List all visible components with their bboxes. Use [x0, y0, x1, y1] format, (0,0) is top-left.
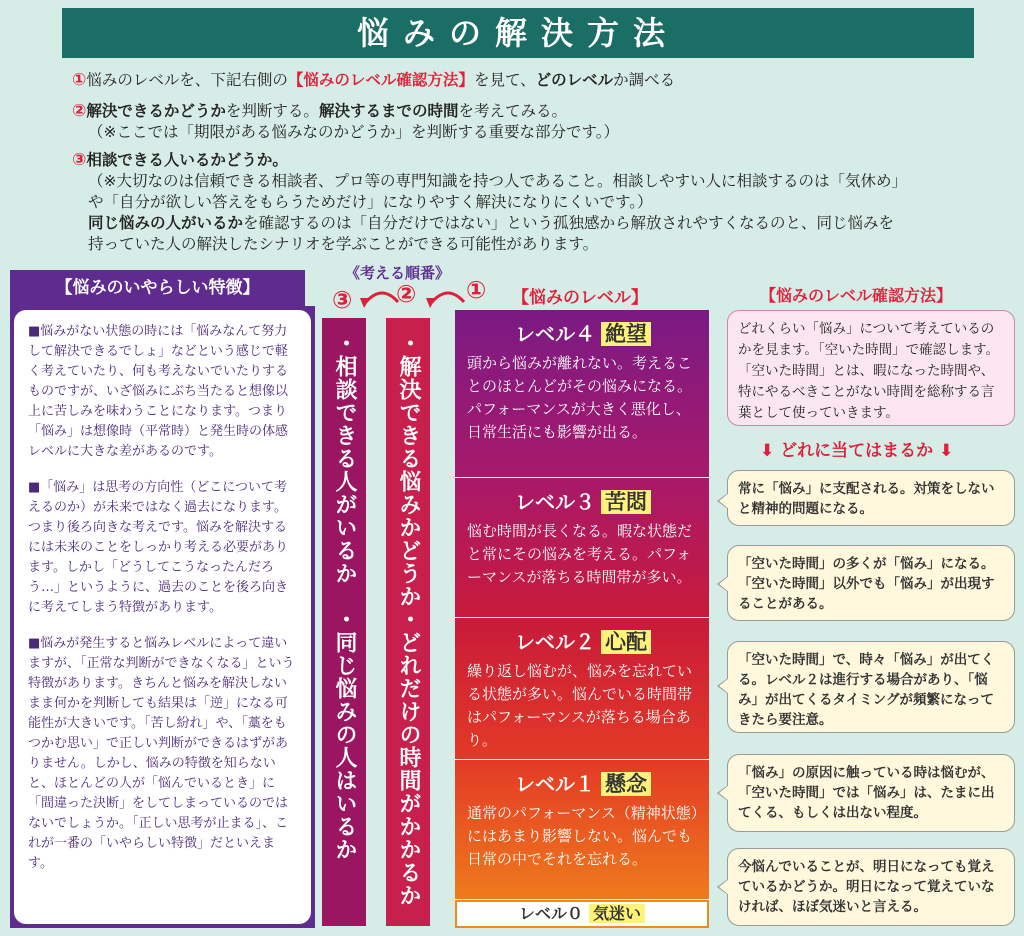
instruction-step2 — [72, 101, 992, 143]
level-3-name: 苦悶 — [601, 490, 651, 514]
step1-number: ① — [72, 70, 87, 90]
level-1-block — [455, 760, 709, 900]
order-column-2: ・解決できる悩みかどうか・どれだけの時間がかかるか — [386, 318, 430, 926]
level-4-label: レベル４ — [515, 322, 595, 346]
order-label: 《考える順番》 — [345, 264, 451, 282]
order-column-3: ・相談できる人がいるか ・同じ悩みの人はいるか — [322, 318, 366, 926]
check-bubble-level-3: 「空いた時間」の多くが「悩み」になる。「空いた時間」以外でも「悩み」が出現することがある。 — [727, 545, 1015, 621]
step3-text-b: を確認するのは「自分だけではない」という孤独感から解放されやすくなるのと、同じ悩みを — [243, 214, 895, 232]
which-applies-label: ⬇ どれに当てはまるか ⬇ — [760, 441, 954, 461]
level-3-desc: 悩む時間が長くなる。暇な状態だと常にその悩みを考える。パフォーマンスが落ちる時間帯が多い。 — [467, 522, 693, 586]
level-4-name: 絶望 — [601, 322, 651, 346]
step1-text-a: 悩みのレベルを、下記右側の — [86, 71, 288, 89]
level-1-name: 懸念 — [601, 772, 651, 796]
level-2-name: 心配 — [601, 630, 651, 654]
features-para-1: ■悩みがない状態の時には「悩みなんて努力して解決できるでしょ」などという感じで軽く考えていたり、何も考えないでいたりするものですが、いざ悩みにぶち当たると想像以上に苦しみを味わうことになります。つまり「悩み」は想像時（平常時）と発生時の体感レベルに大きな差があるのです。 — [28, 324, 289, 459]
check-bubble-level-1: 「悩み」の原因に触っている時は悩むが、「空いた時間」では「悩み」は、たまに出てくる、もしくは出ない程度。 — [727, 754, 1015, 832]
step2-bold-b: 解決するまでの時間 — [318, 102, 459, 120]
level-2-label: レベル２ — [515, 630, 595, 654]
order-number-2: ② — [396, 280, 417, 308]
step2-number: ② — [72, 101, 87, 121]
levels-heading: 【悩みのレベル】 — [512, 288, 648, 308]
step3-bold-b: 同じ悩みの人がいるか — [88, 214, 244, 232]
step1-text-red: 【悩みのレベル確認方法】 — [287, 71, 474, 89]
level-0-label: レベル０ — [518, 904, 583, 923]
check-heading: 【悩みのレベル確認方法】 — [760, 286, 953, 305]
order-arrows — [340, 280, 470, 320]
features-para-2: ■「悩み」は思考の方向性（どこについて考えるのか）が未来ではなく過去になります。つまり後ろ向きな考えです。悩みを解決するには未来のことをしっかり考える必要があります。しかし「どうしてこうなったんだろう…」というように、過去のことを後ろ向きに考えてしまう特徴があります。 — [28, 480, 289, 615]
step3-note1: （※大切なのは信頼できる相談者、プロ等の専門知識を持つ人であること。相談しやすい人に相談するのは「気休め」 — [88, 172, 907, 190]
instruction-step3 — [72, 150, 992, 255]
arrow-head-1 — [426, 298, 436, 308]
check-bubble-level-4: 常に「悩み」に支配される。対策をしないと精神的問題になる。 — [727, 470, 1015, 526]
features-panel — [10, 306, 315, 928]
order-number-3: ③ — [332, 286, 353, 314]
level-3-label: レベル３ — [515, 490, 595, 514]
arrow-2-to-3 — [366, 293, 398, 302]
step2-note: （※ここでは「期限がある悩みなのかどうか」を判断する重要な部分です。） — [88, 123, 619, 141]
level-0-block — [455, 900, 709, 928]
level-4-block — [455, 310, 709, 478]
check-bubble-level-2: 「空いた時間」で、時々「悩み」が出てくる。レベル２は進行する場合があり、「悩み」が出てくるタイミングが頻繁になってきたら要注意。 — [727, 641, 1015, 733]
step3-number: ③ — [72, 150, 87, 170]
arrow-head-2 — [360, 298, 370, 308]
step1-text-bold: どのレベル — [535, 71, 614, 89]
step2-text-a: を判断する。 — [225, 102, 319, 120]
step3-text-c: 持っていた人の解決したシナリオを学ぶことができる可能性があります。 — [88, 235, 599, 253]
level-1-desc: 通常のパフォーマンス（精神状態）にはあまり影響しない。悩んでも日常の中でそれを忘れる。 — [467, 804, 699, 868]
level-1-label: レベル１ — [515, 772, 595, 796]
instruction-step1 — [72, 70, 972, 91]
level-4-desc: 頭から悩みが離れない。考えることのほとんどがその悩みになる。パフォーマンスが大きく悪化し、日常生活にも影響が出る。 — [467, 354, 693, 441]
level-0-name: 気迷い — [589, 904, 645, 923]
check-intro: どれくらい「悩み」について考えているのかを見ます。「空いた時間」で確認します。「空いた時間」とは、暇になった時間や、特にやるべきことがない時間を総称する言葉として使っていきます。 — [727, 310, 1015, 426]
check-bubble-level-0: 今悩んでいることが、明日になっても覚えているかどうか。明日になって覚えていなければ、ほぼ気迷いと言える。 — [727, 848, 1015, 926]
step3-note2: や「自分が欲しい答えをもらうためだけ」になりやすく解決になりにくいです。） — [88, 193, 653, 211]
arrow-1-to-2 — [432, 293, 464, 302]
level-2-desc: 繰り返し悩むが、悩みを忘れている状態が多い。悩んでいる時間帯はパフォーマンスが落ちる場合あり。 — [467, 662, 693, 749]
level-2-block — [455, 618, 709, 760]
order-number-1: ① — [466, 276, 487, 304]
step3-bold-a: 相談できる人いるかどうか。 — [86, 151, 288, 169]
step2-text-b: を考えてみる。 — [458, 102, 567, 120]
level-3-block — [455, 478, 709, 618]
features-heading: 【悩みのいやらしい特徴】 — [10, 270, 305, 306]
features-para-3: ■悩みが発生すると悩みレベルによって違いますが、「正常な判断ができなくなる」という特徴があります。きちんと悩みを解決しないまま何かを判断しても結果は「逆」になる可能性が大きいです。「苦し紛れ」や、「藁をもつかむ思い」で正しい判断ができるはずがありません。しかし、悩みの特徴を知らないと、ほとんどの人が「悩んでいるとき」に「間違った決断」をしてしまっているのではないでしょうか。「正しい思考が止まる」、これが一番の「いやらしい特徴」だといえます。 — [28, 636, 295, 871]
step1-text-b: を見て、 — [473, 71, 536, 89]
step1-text-c: か調べる — [613, 71, 676, 89]
page-title: 悩みの解決方法 — [62, 8, 974, 58]
step2-bold-a: 解決できるかどうか — [86, 102, 226, 120]
